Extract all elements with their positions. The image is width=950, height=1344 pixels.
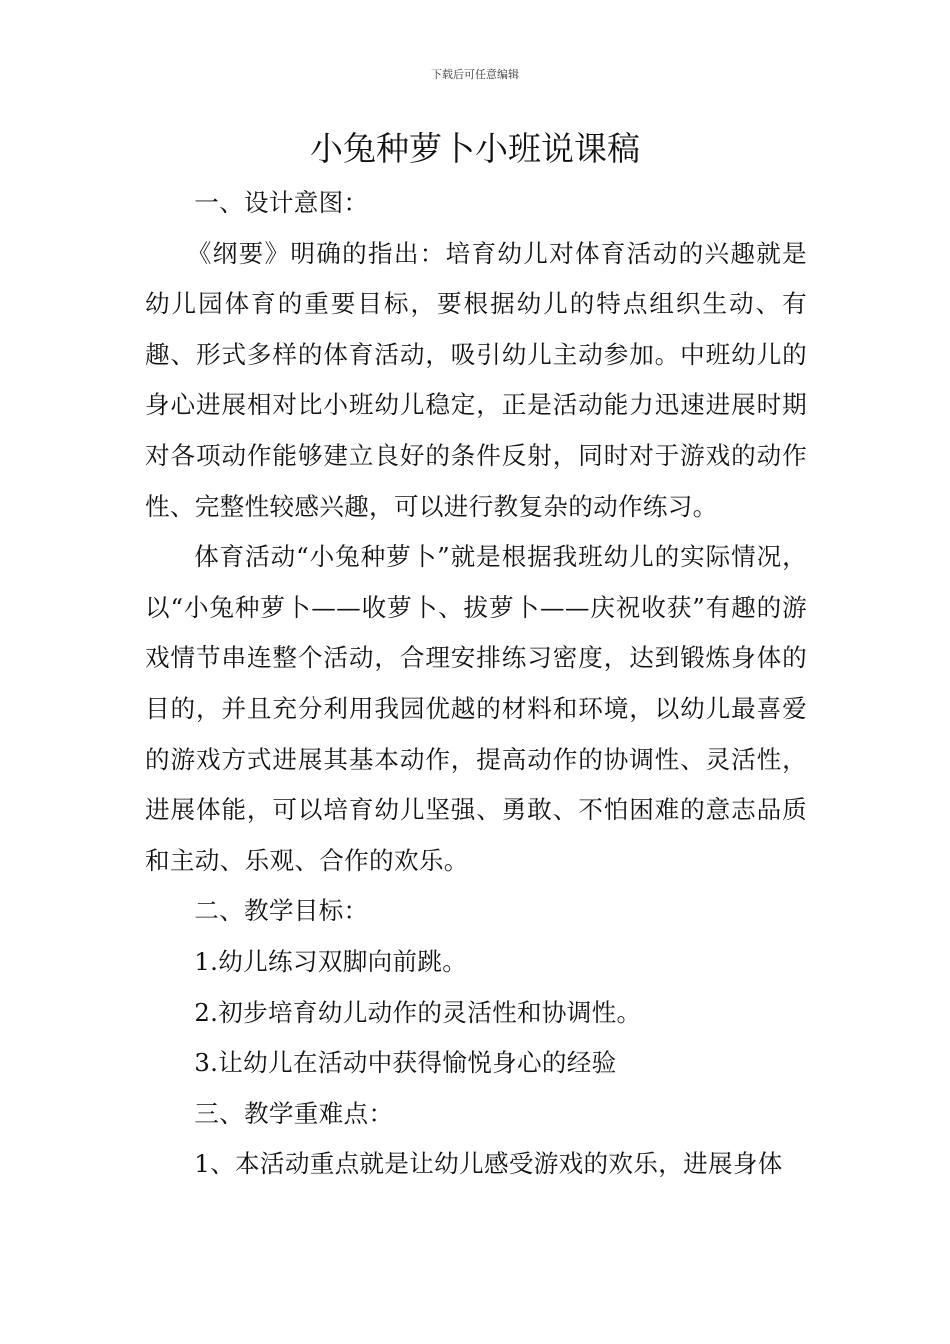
section-1-heading: 一、设计意图：: [194, 188, 369, 217]
objective-item-3: 3.让幼儿在活动中获得愉悦身心的经验: [194, 1048, 617, 1078]
objective-item-2: 2.初步培育幼儿动作的灵活性和协调性。: [194, 997, 642, 1027]
section-1-paragraph-1: 《纲要》明确的指出：培育幼儿对体育活动的兴趣就是幼儿园体育的重要目标，要根据幼儿的特点组织生动、有趣、形式多样的体育活动，吸引幼儿主动参加。中班幼儿的身心进展相对比小班幼儿稳定，正是活动能力迅速进展时期对各项动作能够建立良好的条件反射，同时对于游戏的动作性、完整性较感兴趣，可以进行教复杂的动作练习。: [145, 238, 807, 521]
key-point-item-1: 1、本活动重点就是让幼儿感受游戏的欢乐，进展身体: [194, 1149, 783, 1179]
section-2-heading: 二、教学目标：: [194, 896, 369, 926]
section-1-paragraph-2: 体育活动“小兔种萝卜”就是根据我班幼儿的实际情况，以“小兔种萝卜——收萝卜、拔萝卜——庆祝收获”有趣的游戏情节串连整个活动，合理安排练习密度，达到锻炼身体的目的，并且充分利用我园优越的材料和环境，以幼儿最喜爱的游戏方式进展其基本动作，提高动作的协调性、灵活性，进展体能，可以培育幼儿坚强、勇敢、不怕困难的意志品质和主动、乐观、合作的欢乐。: [145, 542, 807, 875]
document-body: [145, 178, 807, 1190]
header-note: 下载后可任意编辑: [431, 68, 519, 81]
section-3-heading: 三、教学重难点：: [194, 1098, 394, 1128]
objective-item-1: 1.幼儿练习双脚向前跳。: [194, 946, 468, 976]
document-title: 小兔种萝卜小班说课稿: [310, 129, 640, 168]
